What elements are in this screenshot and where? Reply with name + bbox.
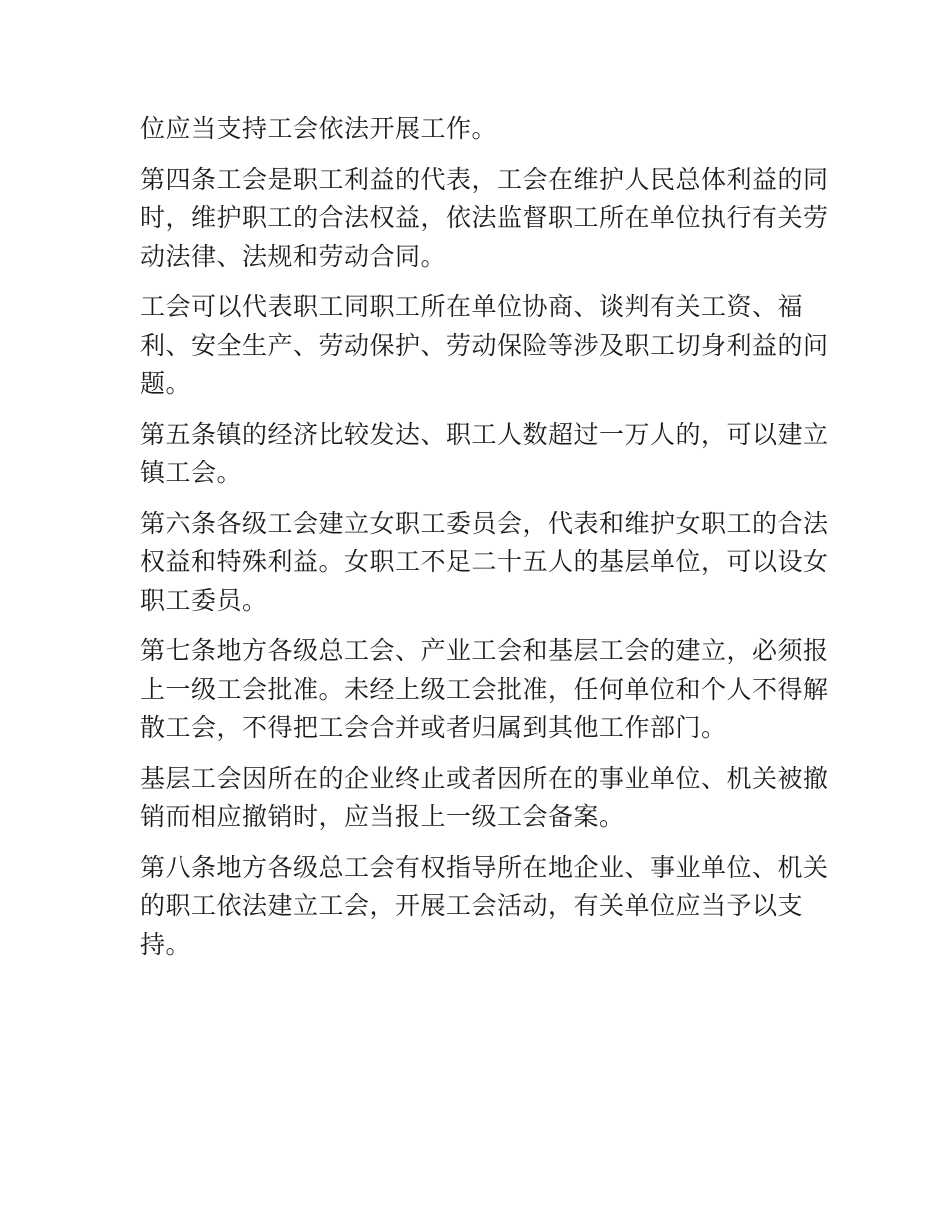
text-line: 第八条地方各级总工会有权指导所在地企业、事业单位、机关 (140, 852, 829, 882)
text-line: 第四条工会是职工利益的代表，工会在维护人民总体利益的同 (140, 164, 829, 194)
text-line: 第七条地方各级总工会、产业工会和基层工会的建立，必须报 (140, 636, 829, 665)
text-line: 销而相应撤销时，应当报上一级工会备案。 (140, 802, 625, 831)
text-line: 镇工会。 (140, 458, 243, 487)
text-line: 的职工依法建立工会，开展工会活动，有关单位应当予以支 (140, 891, 804, 920)
text-line: 动法律、法规和劳动合同。 (140, 241, 447, 271)
paragraph-article-8 (140, 849, 829, 965)
paragraph-article-6 (140, 505, 829, 621)
text-line: 时，维护职工的合法权益，依法监督职工所在单位执行有关劳 (140, 203, 829, 232)
text-line: 基层工会因所在的企业终止或者因所在的事业单位、机关被撤 (140, 763, 829, 793)
text-line: 权益和特殊利益。女职工不足二十五人的基层单位，可以设女 (140, 547, 829, 576)
paragraph-article-7 (140, 632, 829, 748)
text-line: 第五条镇的经济比较发达、职工人数超过一万人的，可以建立 (140, 419, 829, 449)
text-line: 上一级工会批准。未经上级工会批准，任何单位和个人不得解 (140, 674, 829, 704)
document-body (140, 110, 829, 964)
text-line: 利、安全生产、劳动保护、劳动保险等涉及职工切身利益的问 (140, 330, 829, 360)
text-line: 工会可以代表职工同职工所在单位协商、谈判有关工资、福 (140, 292, 804, 321)
paragraph-article-7-b (140, 760, 829, 837)
paragraph-1 (140, 110, 820, 149)
paragraph-article-4 (140, 161, 829, 277)
text-line: 第六条各级工会建立女职工委员会，代表和维护女职工的合法 (140, 508, 829, 538)
text-line: 持。 (140, 929, 192, 959)
text-line: 位应当支持工会依法开展工作。 (140, 114, 498, 143)
text-line: 题。 (140, 369, 192, 398)
paragraph-article-5 (140, 416, 829, 493)
text-line: 职工委员。 (140, 585, 268, 615)
text-line: 散工会，不得把工会合并或者归属到其他工作部门。 (140, 713, 727, 742)
paragraph-article-4-b (140, 288, 829, 404)
